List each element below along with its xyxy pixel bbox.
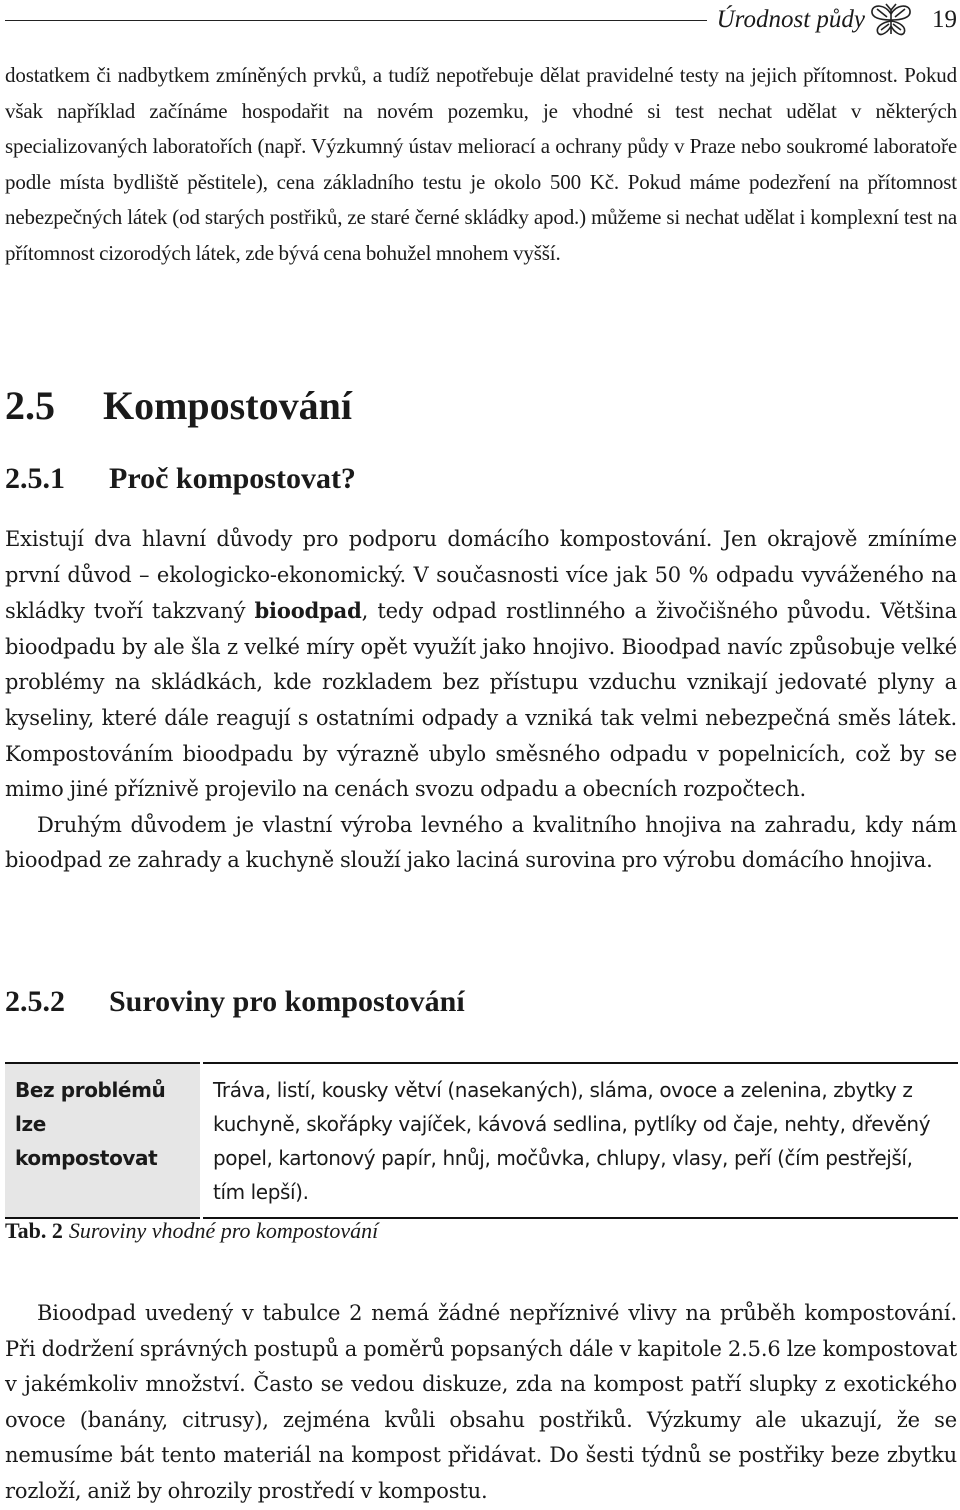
subsection-1-number: 2.5.1 xyxy=(5,462,65,495)
paragraph-2-text-a: Existují dva hlavní důvody pro podporu domácího kompostování. Jen okrajově zmíníme první důvod – ekologicko-ekonomický. V současnosti více jak 50 % odpadu vyváženého na skládky tvoří takzvaný xyxy=(5,527,957,624)
paragraph-first-reason xyxy=(5,522,957,808)
materials-table xyxy=(5,1062,958,1219)
table-caption xyxy=(5,1218,378,1244)
header-rule xyxy=(5,20,707,21)
section-heading xyxy=(5,382,352,429)
paragraphs-reasons xyxy=(5,522,957,879)
section-title: Kompostování xyxy=(103,383,352,428)
section-number: 2.5 xyxy=(5,383,55,428)
paragraph-second-reason: Druhým důvodem je vlastní výroba levného a kvalitního hnojiva na zahradu, kdy nám bioodpad ze zahrady a kuchyně slouží jako laciná surovina pro výrobu domácího hnojiva. xyxy=(5,812,957,873)
header-section-title: Úrodnost půdy xyxy=(716,6,865,33)
subsection-1-title: Proč kompostovat? xyxy=(109,462,356,495)
subsection-2-number: 2.5.2 xyxy=(5,985,65,1018)
butterfly-icon xyxy=(869,2,913,38)
paragraph-2-text-b: , tedy odpad rostlinného a živočišného původu. Většina bioodpadu by ale šla z velké míry opět využít jako hnojivo. Bioodpad navíc způsobuje velké problémy na skládkách, kde rozkladem bez přístupu vzduchu vznikají jedovaté plyny a kyseliny, které dále reagují s ostatními odpady a vzniká tak velmi nebezpečná směs látek. Kompostováním bioodpadu by výrazně ubylo směsného odpadu v popelnicích, což by se mimo jiné příznivě projevilo na cenách svozu odpadu a obecních rozpočtech. xyxy=(5,599,957,802)
subsection-heading-1 xyxy=(5,462,356,496)
table-caption-label: Tab. 2 xyxy=(5,1218,63,1243)
page-number: 19 xyxy=(932,6,957,33)
table-caption-text: Suroviny vhodné pro kompostování xyxy=(68,1218,379,1243)
term-bioodpad: bioodpad xyxy=(254,598,362,624)
paragraph-table-discussion: Bioodpad uvedený v tabulce 2 nemá žádné nepříznivé vlivy na průběh kompostování. Při dodržení správných postupů a poměrů popsaných dále v kapitole 2.5.6 lze kompostovat v jakémkoliv množství. Často se vedou diskuze, zda na kompost patří slupky z exotického ovoce (banány, citrusy), zejména kvůli obsahu postřiků. Výzkumy ale ukazují, že se nemusíme bát tento materiál na kompost přidávat. Do šesti týdnů se postřiky beze zbytku rozloží, aniž by ohrozily prostředí v kompostu. xyxy=(5,1301,957,1503)
subsection-heading-2 xyxy=(5,985,465,1019)
table-row-value: Tráva, listí, kousky větví (nasekaných), sláma, ovoce a zelenina, zbytky z kuchyně, skořápky vajíček, kávová sedlina, pytlíky od čaje, nehty, dřevěný popel, kartonový papír, hnůj, močůvka, chlupy, vlasy, peří (čím pestřejší, tím lepší). xyxy=(202,1063,959,1218)
table-row xyxy=(5,1063,958,1218)
running-header xyxy=(5,0,957,42)
subsection-2-title: Suroviny pro kompostování xyxy=(109,985,465,1018)
table-row-key: Bez problémů lze kompostovat xyxy=(5,1063,202,1218)
paragraph-intro: dostatkem či nadbytkem zmíněných prvků, a tudíž nepotřebuje dělat pravidelné testy na jejich přítomnost. Pokud však například začínáme hospodařit na novém pozemku, je vhodné si test nechat udělat v některých specializovaných laboratořích (např. Výzkumný ústav meliorací a ochrany půdy v Praze nebo soukromé laboratoře podle místa bydliště pěstitele), cena základního testu je okolo 500 Kč. Pokud máme podezření na přítomnost nebezpečných látek (od starých postřiků, ze staré černé skládky apod.) můžeme si nechat udělat i komplexní test na přítomnost cizorodých látek, zde bývá cena bohužel mnohem vyšší. xyxy=(5,63,957,265)
